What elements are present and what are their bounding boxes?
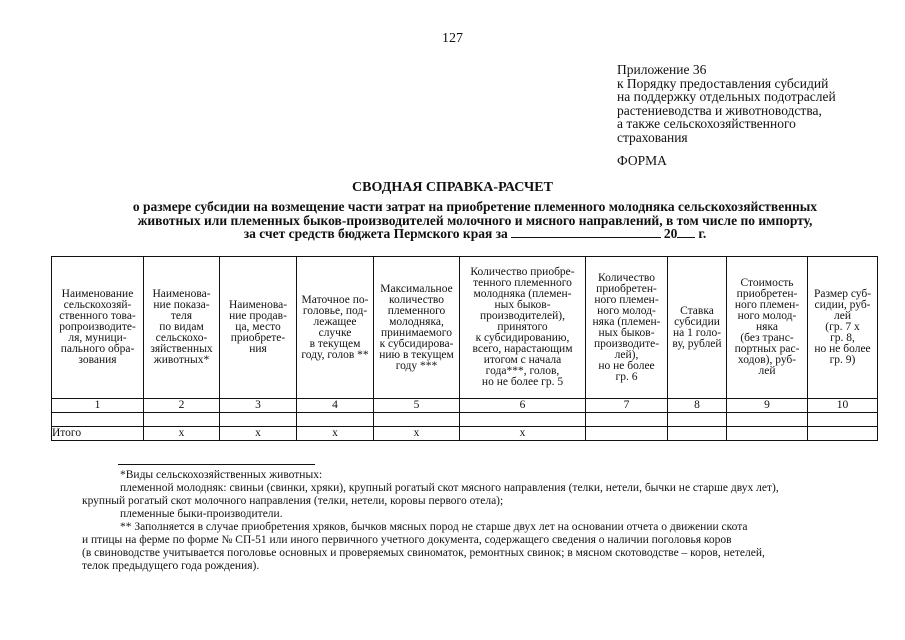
header-text-line: молодняка, xyxy=(389,315,444,328)
header-text-line: (гр. 7 х xyxy=(825,321,860,333)
appendix-line: на поддержку отдельных подотраслей xyxy=(617,89,836,104)
header-text-line: принимаемого xyxy=(381,326,452,339)
footnote-line: племенные быки-производители. xyxy=(120,508,283,520)
appendix-line: а также сельскохозяйственного xyxy=(617,116,796,131)
appendix-line: растениеводства и животноводства, xyxy=(617,102,822,118)
header-text-line: ных быков- xyxy=(494,299,551,311)
header-text-line: гр. 9) xyxy=(829,354,856,366)
header-text-line: Наименова- xyxy=(152,288,211,300)
header-text-line: ля, муници- xyxy=(68,332,127,344)
header-text-line: приобрете- xyxy=(230,332,286,344)
subtitle-line: животных или племенных быков-производителей молочного и мясного направлений, в том числе по импорту, xyxy=(137,212,813,228)
header-text-line: Размер суб- xyxy=(813,288,872,300)
header-text-line: Количество xyxy=(598,271,655,284)
column-header-5 xyxy=(374,257,460,399)
header-text-line: случке xyxy=(318,326,352,339)
header-text-line: ца, место xyxy=(235,321,281,333)
column-number: 9 xyxy=(727,399,808,413)
header-text-line: приобретен- xyxy=(736,288,798,300)
subtitle-line3-suffix: г. xyxy=(698,226,707,241)
total-cell xyxy=(808,427,878,441)
table-cell xyxy=(668,413,727,427)
header-text-line: производителей), xyxy=(480,310,565,322)
footnote-separator xyxy=(118,464,315,465)
column-header-4 xyxy=(297,257,374,399)
appendix-reference xyxy=(617,63,836,144)
table-cell xyxy=(460,413,586,427)
column-number: 4 xyxy=(297,399,374,413)
total-cell: х xyxy=(220,427,297,441)
header-text-line: ние продав- xyxy=(229,310,287,322)
total-row xyxy=(52,427,878,441)
header-text-line: но не более xyxy=(598,359,655,372)
header-text-line: зования xyxy=(78,354,117,366)
total-cell: х xyxy=(144,427,220,441)
header-text-line: году *** xyxy=(395,359,438,372)
header-text-line: теля xyxy=(170,310,193,322)
total-cell: х xyxy=(374,427,460,441)
table-cell xyxy=(297,413,374,427)
column-header-10 xyxy=(808,257,878,399)
subtitle-year: 20 xyxy=(663,226,678,241)
column-header-7 xyxy=(586,257,668,399)
header-text-line: ных быков- xyxy=(598,326,655,339)
column-number-row xyxy=(52,399,878,413)
header-text-line: Количество приобре- xyxy=(470,266,575,278)
footnote-line: крупный рогатый скот молочного направления (телки, нетели, коровы первого отела); xyxy=(82,495,504,507)
header-text-line: года***, голов, xyxy=(485,365,560,377)
header-text-line: лей), xyxy=(614,348,639,361)
column-number: 7 xyxy=(586,399,668,413)
table-cell xyxy=(52,413,144,427)
column-number: 6 xyxy=(460,399,586,413)
header-text-line: ния xyxy=(249,343,267,355)
header-text-line: производите- xyxy=(593,337,660,350)
footnote-line: племенной молодняк: свиньи (свинки, хряки), крупный рогатый скот мясного направления (телки, нетели, бычки не старше двух лет), xyxy=(120,482,779,494)
header-text-line: (без транс- xyxy=(740,332,794,344)
header-text-line: пального обра- xyxy=(60,343,135,355)
header-text-line: но не более xyxy=(814,343,871,355)
column-header-3 xyxy=(220,257,297,399)
header-text-line: на 1 голо- xyxy=(672,326,722,339)
header-text-line: няка (племен- xyxy=(592,315,661,328)
table-cell xyxy=(144,413,220,427)
header-text-line: итогом с начала xyxy=(483,354,562,366)
appendix-line: страхования xyxy=(617,129,688,145)
page-number: 127 xyxy=(442,31,463,46)
header-text-line: ного племен- xyxy=(734,299,800,311)
appendix-line: Приложение 36 xyxy=(617,62,707,77)
header-text-line: Стоимость xyxy=(740,277,794,289)
table-row xyxy=(52,413,878,427)
document-title: СВОДНАЯ СПРАВКА-РАСЧЕТ xyxy=(352,180,553,195)
table-cell xyxy=(586,413,668,427)
footnote-line: и птицы на ферме по форме № СП-51 или иного первичного учетного документа, содержащего сведения о наличии поголовья коров xyxy=(82,534,732,546)
header-text-line: гр. 8, xyxy=(830,332,855,344)
header-text-line: племенного xyxy=(387,304,446,317)
header-text-line: ропроизводите- xyxy=(59,321,136,333)
header-text-line: к субсидирова- xyxy=(379,337,454,350)
header-text-line: сельскохо- xyxy=(155,332,208,344)
header-text-line: сельскохозяй- xyxy=(63,299,132,311)
footnote-line: телок предыдущего года рождения). xyxy=(82,560,260,572)
header-text-line: Ставка xyxy=(680,304,714,317)
header-text-line: ходов), руб- xyxy=(737,354,797,366)
header-text-line: всего, нарастающим xyxy=(472,343,573,355)
header-text-line: молодняка (племен- xyxy=(473,288,572,300)
column-number: 3 xyxy=(220,399,297,413)
header-text-line: субсидии xyxy=(674,315,720,328)
document-subtitle xyxy=(80,200,870,241)
column-number: 8 xyxy=(668,399,727,413)
column-number: 5 xyxy=(374,399,460,413)
header-text-line: количество xyxy=(389,293,444,306)
footnote-line: (в свиноводстве учитывается поголовье основных и проверяемых свиноматок, ремонтных свинок; в мясном скотоводстве – коров, нетелей, xyxy=(82,547,765,559)
header-text-line: гр. 6 xyxy=(615,370,638,383)
table-cell xyxy=(808,413,878,427)
column-header-6 xyxy=(460,257,586,399)
header-text-line: принятого xyxy=(497,321,548,333)
header-text-line: приобретен- xyxy=(596,282,657,295)
header-text-line: ного молод- xyxy=(597,304,656,317)
column-header-1 xyxy=(52,257,144,399)
total-cell xyxy=(727,427,808,441)
header-text-line: лей xyxy=(834,310,851,322)
subtitle-line3-prefix: за счет средств бюджета Пермского края за xyxy=(243,226,508,241)
table-cell xyxy=(727,413,808,427)
table-cell xyxy=(220,413,297,427)
column-number: 10 xyxy=(808,399,878,413)
footnotes xyxy=(82,469,869,573)
calculation-table xyxy=(51,256,878,441)
column-header-2 xyxy=(144,257,220,399)
year-blank xyxy=(677,227,695,238)
footnote-line: *Виды сельскохозяйственных животных: xyxy=(120,469,323,481)
header-text-line: животных* xyxy=(153,354,210,366)
footnote-line: ** Заполняется в случае приобретения хряков, бычков мясных пород не старше двух лет на основании отчета о движении скота xyxy=(120,521,748,533)
header-text-line: няка xyxy=(756,321,778,333)
column-number: 1 xyxy=(52,399,144,413)
header-text-line: нию в текущем xyxy=(379,348,454,361)
form-label: ФОРМА xyxy=(617,153,667,168)
total-cell: х xyxy=(297,427,374,441)
period-blank xyxy=(511,227,661,238)
header-text-line: ние показа- xyxy=(153,299,210,311)
total-cell xyxy=(586,427,668,441)
header-text-line: лей xyxy=(758,365,776,377)
header-text-line: в текущем xyxy=(309,337,361,350)
header-text-line: к субсидированию, xyxy=(475,332,570,344)
column-header-9 xyxy=(727,257,808,399)
header-text-line: по видам xyxy=(159,321,204,333)
total-label: Итого xyxy=(52,427,144,441)
header-text-line: ного молод- xyxy=(737,310,797,322)
total-cell: х xyxy=(460,427,586,441)
header-text-line: ственного това- xyxy=(59,310,136,322)
header-text-line: году, голов ** xyxy=(301,348,369,361)
total-cell xyxy=(668,427,727,441)
header-text-line: но не более гр. 5 xyxy=(481,376,564,388)
table-cell xyxy=(374,413,460,427)
header-text-line: Маточное по- xyxy=(301,293,369,306)
table-header-row xyxy=(52,257,878,399)
header-text-line: зяйственных xyxy=(150,343,213,355)
header-text-line: головье, под- xyxy=(302,304,368,317)
header-text-line: сидии, руб- xyxy=(814,299,871,311)
column-number: 2 xyxy=(144,399,220,413)
header-text-line: тенного племенного xyxy=(473,277,572,289)
appendix-line: к Порядку предоставления субсидий xyxy=(617,75,829,91)
header-text-line: портных рас- xyxy=(734,343,800,355)
subtitle-line: о размере субсидии на возмещение части затрат на приобретение племенного молодняка сельскохозяйственных xyxy=(132,199,818,214)
header-text-line: Максимальное xyxy=(380,282,453,295)
header-text-line: Наименова- xyxy=(228,299,288,311)
subtitle-line xyxy=(80,227,870,241)
header-text-line: Наименование xyxy=(61,288,134,300)
header-text-line: лежащее xyxy=(313,315,357,328)
column-header-8 xyxy=(668,257,727,399)
header-text-line: ву, рублей xyxy=(672,337,722,350)
header-text-line: ного племен- xyxy=(594,293,659,306)
